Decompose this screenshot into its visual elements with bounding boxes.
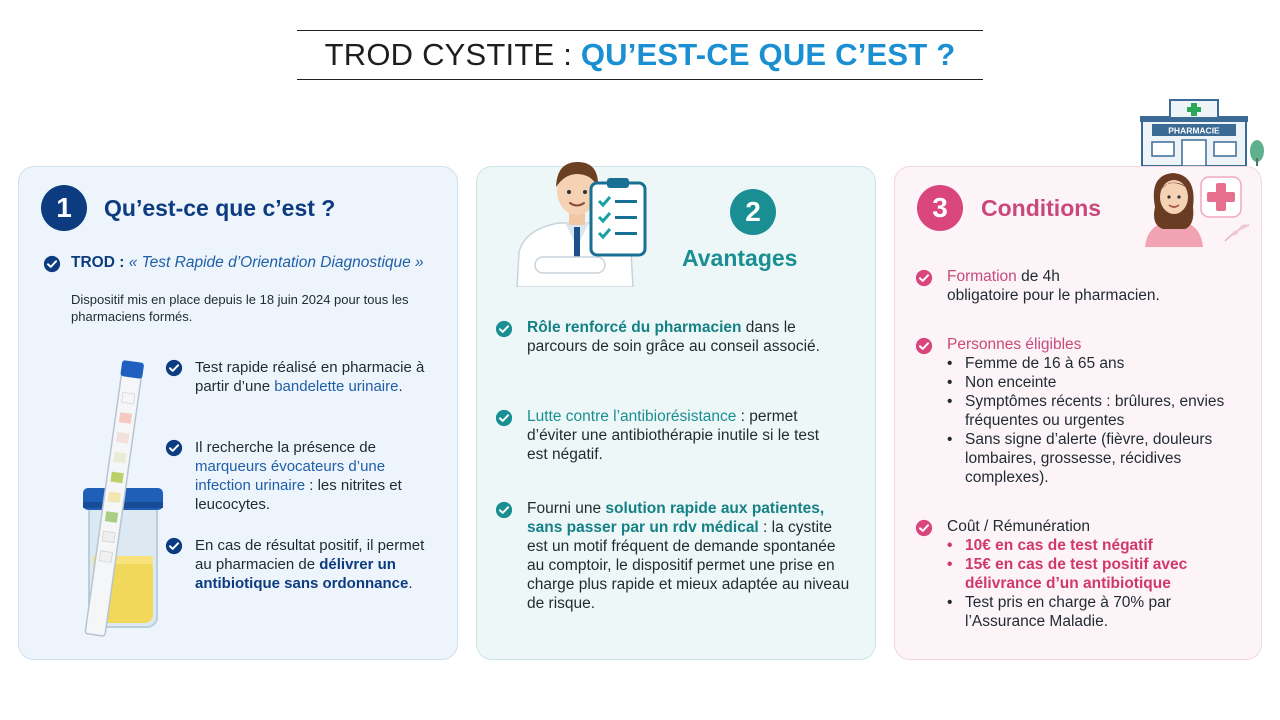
trod-full-name: « Test Rapide d’Orientation Diagnostique » <box>124 254 424 271</box>
trod-definition <box>71 253 441 272</box>
card-advantages <box>476 166 876 660</box>
check-circle-icon <box>495 409 513 427</box>
title-part1: TROD CYSTITE : <box>324 37 581 72</box>
medical-cross-icon <box>1201 177 1241 217</box>
highlight: Rôle renforcé du pharmacien <box>527 319 742 336</box>
page-title <box>325 37 956 73</box>
test-strip-illustration <box>33 352 163 642</box>
trod-label: TROD : <box>71 254 125 271</box>
cost-label: Coût / Rémunération <box>947 518 1091 535</box>
card3-formation <box>947 267 1237 305</box>
text: : permet d’éviter une antibiothérapie inutile si le test est négatif. <box>527 408 820 463</box>
card3-cost <box>947 517 1237 631</box>
card-what-is-it <box>18 166 458 660</box>
check-circle-icon <box>165 359 183 377</box>
check-circle-icon <box>495 320 513 338</box>
highlight: Formation <box>947 268 1017 285</box>
card-conditions <box>894 166 1262 660</box>
check-circle-icon <box>915 337 933 355</box>
highlight: marqueurs évocateurs d’une infection urinaire <box>195 458 386 494</box>
text: de 4h <box>1016 268 1060 285</box>
clipboard-icon <box>589 177 647 257</box>
card1-item-antibiotic <box>195 536 435 593</box>
trod-description: Dispositif mis en place depuis le 18 juin 2024 pour tous les pharmaciens formés. <box>71 292 409 324</box>
title-part2: QU’EST-CE QUE C’EST ? <box>580 37 956 72</box>
check-circle-icon <box>165 439 183 457</box>
highlight: bandelette urinaire <box>274 378 399 395</box>
text: Il recherche la présence de <box>195 439 376 456</box>
highlight: Lutte contre l’antibiorésistance <box>527 408 737 425</box>
list-item: • Femme de 16 à 65 ans <box>947 354 1237 373</box>
step-number-3: 3 <box>917 185 963 231</box>
text: obligatoire pour le pharmacien. <box>947 287 1160 304</box>
list-item: • Sans signe d’alerte (fièvre, douleurs lombaires, grossesse, récidives complexes). <box>947 430 1237 487</box>
card2-heading: Avantages <box>682 245 798 271</box>
eligible-label: Personnes éligibles <box>947 336 1082 353</box>
title-bar <box>297 30 983 80</box>
check-circle-icon <box>915 519 933 537</box>
text: : les nitrites et leucocytes. <box>195 477 402 513</box>
pharmacy-building-illustration <box>1140 96 1265 168</box>
pharmacy-sign: PHARMACIE <box>1168 125 1220 136</box>
card1-heading: Qu’est-ce que c’est ? <box>104 195 336 221</box>
highlight: solution rapide aux patientes, sans passer par un rdv médical <box>527 500 825 536</box>
card2-item-resistance <box>527 407 827 464</box>
woman-avatar-illustration <box>1139 167 1255 247</box>
check-circle-icon <box>43 255 61 273</box>
card2-item-fast <box>527 499 852 613</box>
highlight: délivrer un antibiotique sans ordonnance <box>195 556 409 592</box>
card3-eligible <box>947 335 1237 487</box>
text: En cas de résultat positif, il permet au pharmacien de <box>195 537 425 573</box>
list-item: • 10€ en cas de test négatif <box>947 536 1237 555</box>
card3-heading: Conditions <box>981 195 1102 221</box>
text: . <box>408 575 413 592</box>
text: : la cystite est un motif fréquent de demande spontanée au comptoir, le dispositif permet une prise en charge plus rapide et mieux adaptée au niveau de risque. <box>527 519 850 612</box>
card1-item-markers <box>195 438 439 514</box>
list-item: • Symptômes récents : brûlures, envies fréquentes ou urgentes <box>947 392 1237 430</box>
text: dans le parcours de soin grâce au conseil associé. <box>527 319 820 355</box>
card2-item-role <box>527 318 857 356</box>
list-item: • Test pris en charge à 70% par l’Assurance Maladie. <box>947 593 1237 631</box>
step-number-1: 1 <box>41 185 87 231</box>
check-circle-icon <box>495 501 513 519</box>
list-item: • Non enceinte <box>947 373 1237 392</box>
text: . <box>398 378 403 395</box>
step-number-2: 2 <box>730 189 776 235</box>
text: Test rapide réalisé en pharmacie à partir d’une <box>195 359 425 395</box>
check-circle-icon <box>915 269 933 287</box>
check-circle-icon <box>165 537 183 555</box>
card1-item-strip <box>195 358 435 396</box>
text: Fourni une <box>527 500 606 517</box>
list-item: • 15€ en cas de test positif avec délivrance d’un antibiotique <box>947 555 1237 593</box>
